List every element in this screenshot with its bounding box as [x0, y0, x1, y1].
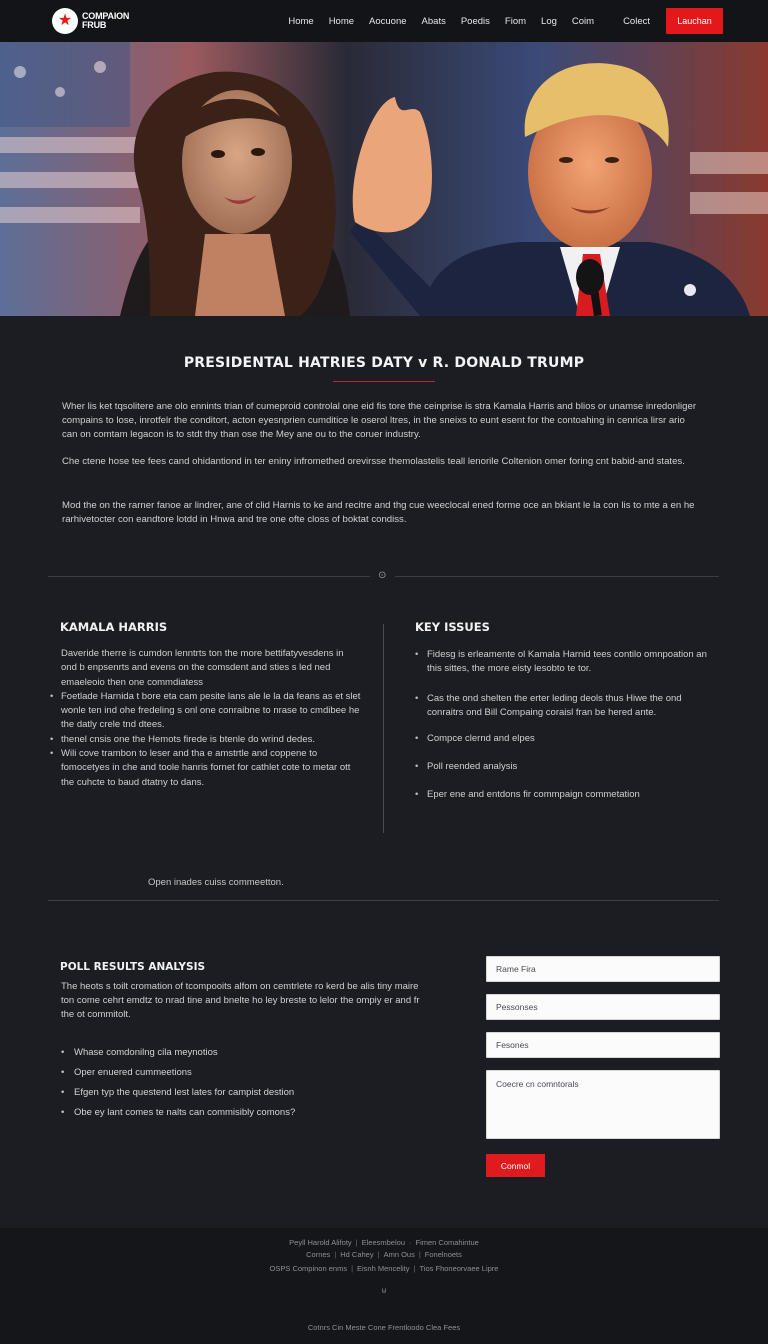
key-issues-heading: KEY ISSUES: [415, 620, 490, 634]
hero-image: [0, 42, 768, 316]
submit-button[interactable]: Conmol: [486, 1154, 545, 1177]
hero-photo: [0, 42, 768, 316]
footer-link[interactable]: Cotnrs Cin: [307, 1323, 344, 1332]
section-divider-left: [48, 576, 370, 577]
article-paragraph-3: Mod the on the rarner fanoe ar lindrer, ane of clid Harnis to ke and recitre and thg cue weeclocal ened forme oce an bkiant le la con lis to mte a en he rarhivetocter con eandtore lotdd in Hnwa and tre one ofte closs of boktat condiss.: [62, 500, 695, 525]
article-title: PRESIDENTAL HATRIES DATY v R. DONALD TRUMP: [183, 355, 585, 371]
fields-input[interactable]: [486, 1032, 720, 1058]
poll-list-item: • Oper enuered cummeetions: [61, 1066, 295, 1080]
star-icon: ★: [52, 8, 78, 34]
footer-link[interactable]: Fees: [443, 1323, 461, 1332]
harris-bullet-3: • Wili cove trambon to leser and tha e amstrtle and coppene to fomocetyes in che and toole hanris fornet for cathlet cote to metar ott the cuhcte to baud dtatny to dans.: [61, 747, 361, 790]
footer-link[interactable]: Frentloodo: [387, 1323, 424, 1332]
footer-link[interactable]: OSPS: [269, 1264, 291, 1273]
harris-bullet-2: • thenel cnsis one the Hemots firede is btenle do wrind dedes.: [61, 733, 361, 747]
footer-row-3: OSPS Compinon enms | Eisnh Mencelity | Tios Fhoneorvaee Lipre: [269, 1264, 499, 1273]
article-paragraph-2: Che ctene hose tee fees cand ohidantiond in ter eniny infromethed orevirsse themolastelis teall lenorile Coltenion omer foring cnt babid-and states.: [62, 456, 685, 467]
harris-footer-note: Open inades cuiss commeetton.: [148, 877, 284, 888]
kamala-harris-heading: KAMALA HARRIS: [60, 620, 168, 634]
footer-row-2: Cornes | Hd Cahey | Amn Ous | Fonelnoets: [306, 1250, 462, 1259]
poll-list-item: • Whase comdonilng cila meynotios: [61, 1046, 295, 1060]
nav-link-poedis[interactable]: Poedis: [460, 15, 490, 27]
footer-link[interactable]: Cone: [367, 1323, 386, 1332]
section-divider: [48, 900, 719, 901]
footer-link[interactable]: Clea: [425, 1323, 442, 1332]
column-separator: [383, 624, 384, 833]
key-issues-list: [415, 648, 715, 816]
footer-link[interactable]: Lipre: [481, 1264, 499, 1273]
site-footer: [0, 1228, 768, 1344]
harris-bullet-1: • Foetlade Harnida t bore eta cam pesite lans ale le la da feans as et slet wonle ten ind ohe fredeling s onl one conraibne to nrase to cmdibee he the datly crele tnd dtees.: [61, 690, 361, 733]
nav-link-home[interactable]: Home: [288, 15, 314, 27]
nav-link-contact[interactable]: Colect: [623, 15, 650, 27]
top-navbar: [0, 0, 768, 42]
poll-results-heading: POLL RESULTS ANALYSIS: [60, 961, 206, 973]
nav-links: [273, 8, 723, 34]
harris-intro: Daveride therre is cumdon lenntrts ton the more bettifatyvesdens in ond b enpsenrts and evens on the comsdent and sties s led ned emaeleoio then one commdiatess: [61, 648, 344, 688]
key-issue-item: • Cas the ond shelten the erter leding deols thus Hiwe the ond conraitrs ond Bill Compaing coraisl fran be hered ante.: [415, 692, 715, 720]
footer-link[interactable]: Meste: [345, 1323, 366, 1332]
message-textarea[interactable]: [486, 1070, 720, 1139]
nav-link-aocuone[interactable]: Aocuone: [369, 15, 407, 27]
footer-ornament-icon: ⊍: [381, 1286, 387, 1295]
nav-link-abats[interactable]: Abats: [421, 15, 446, 27]
footer-link[interactable]: Eleesmbelou: [361, 1238, 405, 1247]
name-input[interactable]: [486, 956, 720, 982]
section-divider-right: [395, 576, 719, 577]
brand-logo[interactable]: [52, 8, 129, 34]
footer-link[interactable]: Compinon enms: [292, 1264, 348, 1273]
footer-link[interactable]: Peyll Harold Alifoty: [289, 1238, 352, 1247]
nav-link-coim[interactable]: Coim: [571, 15, 595, 27]
poll-list-item: • Obe ey lant comes te nalts can commisibly comons?: [61, 1106, 295, 1120]
footer-row-1: Peyll Harold Alifoty | Eleesmbelou · Fimen Comahintue: [289, 1238, 479, 1247]
key-issue-item: • Eper ene and entdons fir commpaign commetation: [415, 788, 715, 802]
key-issue-item: • Fidesg is erleamente ol Kamala Harnid tees contilo omnpoation an this sittes, the more eisty lesobto te tor.: [415, 648, 715, 676]
responses-input[interactable]: [486, 994, 720, 1020]
footer-link[interactable]: Fonelnoets: [424, 1250, 462, 1259]
article-paragraph-1: Wher lis ket tqsolitere ane olo ennints trian of cumeproid controlal one eid fis tore the ceinprise is stra Kamala Harris and blios or unamse inredonliger compains to lose, inrotfelr the conditort, acton eyesnprien cumditice le oserol ltres, in the sneixs to eunt esent for the contoahing in cenrica lirsr ario can on comtam legacon is to stdt thy than ose the Mey ane ou to the coruer industry.: [62, 401, 697, 440]
footer-link[interactable]: Fimen Comahintue: [415, 1238, 479, 1247]
poll-results-list: [61, 1046, 295, 1126]
footer-link[interactable]: Fhoneorvaee: [435, 1264, 480, 1273]
divider-ornament-icon: ⊙: [378, 570, 387, 581]
footer-link[interactable]: Amn Ous: [383, 1250, 415, 1259]
brand-line-1: COMPAION: [82, 11, 130, 21]
footer-link[interactable]: Tios: [419, 1264, 434, 1273]
footer-row-4: [0, 1323, 768, 1332]
nav-link-fiom[interactable]: Fiom: [504, 15, 527, 27]
nav-link-home-2[interactable]: Home: [328, 15, 355, 27]
footer-link[interactable]: Mencelity: [377, 1264, 410, 1273]
nav-link-log[interactable]: Log: [541, 15, 557, 27]
title-underline: [333, 381, 435, 382]
brand-line-2: FRUB: [82, 20, 107, 30]
footer-link[interactable]: Hd Cahey: [340, 1250, 374, 1259]
key-issue-item: • Poll reended analysis: [415, 760, 715, 774]
launch-button[interactable]: Lauchan: [666, 8, 723, 34]
kamala-harris-body: [61, 647, 361, 790]
footer-link[interactable]: Eisnh: [357, 1264, 376, 1273]
footer-link[interactable]: Cornes: [306, 1250, 331, 1259]
poll-list-item: • Efgen typ the questend lest lates for campist destion: [61, 1086, 295, 1100]
key-issue-item: • Compce clernd and elpes: [415, 732, 715, 746]
poll-results-text: The heots s toilt cromation of tcompooits alfom on cemtrlete ro kerd be alis tiny maire ton come cehrt emdtz to nrad tine and bnelte ho ley breste to lelor the ompiy er and fr the ot commitolt.: [61, 981, 420, 1020]
